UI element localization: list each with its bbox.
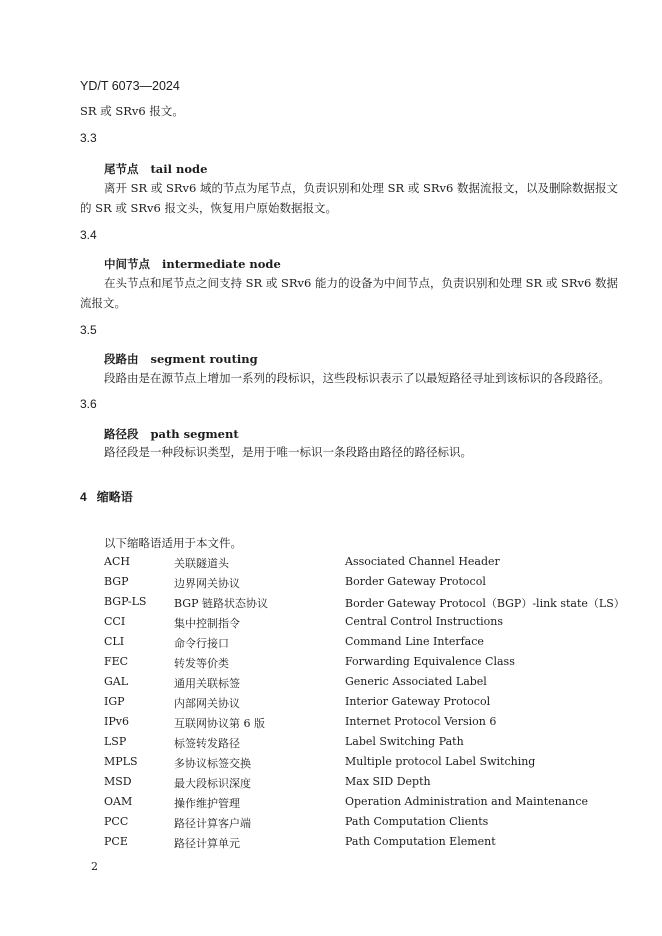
abbr-en-cell: Border Gateway Protocol <box>345 575 486 588</box>
abbr-cn-cell: 命令行接口 <box>174 637 229 650</box>
abbr-cn-cell: 标签转发路径 <box>174 737 240 750</box>
abbr-en-cell: Path Computation Clients <box>345 815 489 828</box>
abbr-cn-cell: 最大段标识深度 <box>174 777 251 790</box>
abbr-en-cell: Multiple protocol Label Switching <box>345 755 536 768</box>
abbr-cell: MPLS <box>104 755 138 768</box>
term-heading <box>104 161 207 177</box>
abbr-cn-cell: 路径计算客户端 <box>174 817 251 830</box>
term-en: segment routing <box>150 352 258 366</box>
abbr-cn-cell: 集中控制指令 <box>174 617 240 630</box>
abbr-en-cell: Command Line Interface <box>345 635 484 648</box>
section-heading <box>80 488 133 505</box>
section-number: 3.3 <box>80 131 97 145</box>
abbr-cell: IPv6 <box>104 715 129 728</box>
abbr-cell: BGP <box>104 575 129 588</box>
section-number: 4 <box>80 490 87 504</box>
abbr-cell: OAM <box>104 795 133 808</box>
abbr-en-cell: Generic Associated Label <box>345 675 487 688</box>
abbr-cell: MSD <box>104 775 132 788</box>
abbr-en-cell: Border Gateway Protocol（BGP）-link state（LS） <box>345 597 625 610</box>
abbr-cell: BGP-LS <box>104 595 147 608</box>
term-en: tail node <box>150 162 208 176</box>
abbr-en-cell: Label Switching Path <box>345 735 464 748</box>
term-cn: 路径段 <box>104 427 139 441</box>
abbr-cell: CCI <box>104 615 126 628</box>
abbr-en-cell: Path Computation Element <box>345 835 496 848</box>
abbr-en-cell: Interior Gateway Protocol <box>345 695 491 708</box>
term-cn: 中间节点 <box>104 257 150 271</box>
abbr-cell: CLI <box>104 635 125 648</box>
section-number: 3.5 <box>80 323 97 337</box>
intro-line: SR 或 SRv6 报文。 <box>80 104 184 118</box>
term-en: path segment <box>150 427 239 441</box>
term-cn: 尾节点 <box>104 162 139 176</box>
section-number: 3.6 <box>80 397 97 411</box>
abbr-cn-cell: 路径计算单元 <box>174 837 240 850</box>
abbr-cell: IGP <box>104 695 125 708</box>
abbr-cn-cell: 关联隧道头 <box>174 557 229 570</box>
term-heading <box>104 256 281 272</box>
page-number: 2 <box>91 860 98 873</box>
abbr-cell: FEC <box>104 655 129 668</box>
abbr-en-cell: Internet Protocol Version 6 <box>345 715 497 728</box>
abbr-cn-cell: 转发等价类 <box>174 657 229 670</box>
section-number: 3.4 <box>80 228 97 242</box>
abbr-cell: GAL <box>104 675 129 688</box>
abbr-en-cell: Associated Channel Header <box>345 555 500 568</box>
document-id: YD/T 6073—2024 <box>80 79 180 93</box>
term-en: intermediate node <box>162 257 281 271</box>
abbr-cn-cell: 多协议标签交换 <box>174 757 251 770</box>
term-cn: 段路由 <box>104 352 139 366</box>
abbr-intro: 以下缩略语适用于本文件。 <box>104 536 242 550</box>
definition-line: 离开 SR 或 SRv6 域的节点为尾节点，负责识别和处理 SR 或 SRv6 数据流报文，以及删除数据报文 <box>104 181 619 195</box>
abbr-en-cell: Operation Administration and Maintenance <box>345 795 589 808</box>
term-heading <box>104 426 239 442</box>
definition-line: 在头节点和尾节点之间支持 SR 或 SRv6 能力的设备为中间节点，负责识别和处理 SR 或 SRv6 数据 <box>104 276 619 290</box>
abbr-cell: LSP <box>104 735 127 748</box>
abbr-cn-cell: 内部网关协议 <box>174 697 240 710</box>
abbr-cn-cell: 操作维护管理 <box>174 797 240 810</box>
abbr-cell: ACH <box>104 555 130 568</box>
abbr-cn-cell: 通用关联标签 <box>174 677 240 690</box>
term-heading <box>104 351 258 367</box>
abbr-en-cell: Central Control Instructions <box>345 615 503 628</box>
definition-line: 流报文。 <box>80 296 126 310</box>
definition-line: 段路由是在源节点上增加一系列的段标识，这些段标识表示了以最短路径寻址到该标识的各段路径。 <box>104 371 610 385</box>
definition-line: 路径段是一种段标识类型，是用于唯一标识一条段路由路径的路径标识。 <box>104 445 472 459</box>
abbr-cell: PCC <box>104 815 129 828</box>
abbr-cn-cell: BGP 链路状态协议 <box>174 597 268 610</box>
abbr-cell: PCE <box>104 835 128 848</box>
abbr-en-cell: Forwarding Equivalence Class <box>345 655 515 668</box>
abbr-en-cell: Max SID Depth <box>345 775 431 788</box>
section-title: 缩略语 <box>96 490 133 504</box>
definition-line: 的 SR 或 SRv6 报文头，恢复用户原始数据报文。 <box>80 201 338 215</box>
abbr-cn-cell: 互联网协议第 6 版 <box>174 717 265 730</box>
abbr-cn-cell: 边界网关协议 <box>174 577 240 590</box>
